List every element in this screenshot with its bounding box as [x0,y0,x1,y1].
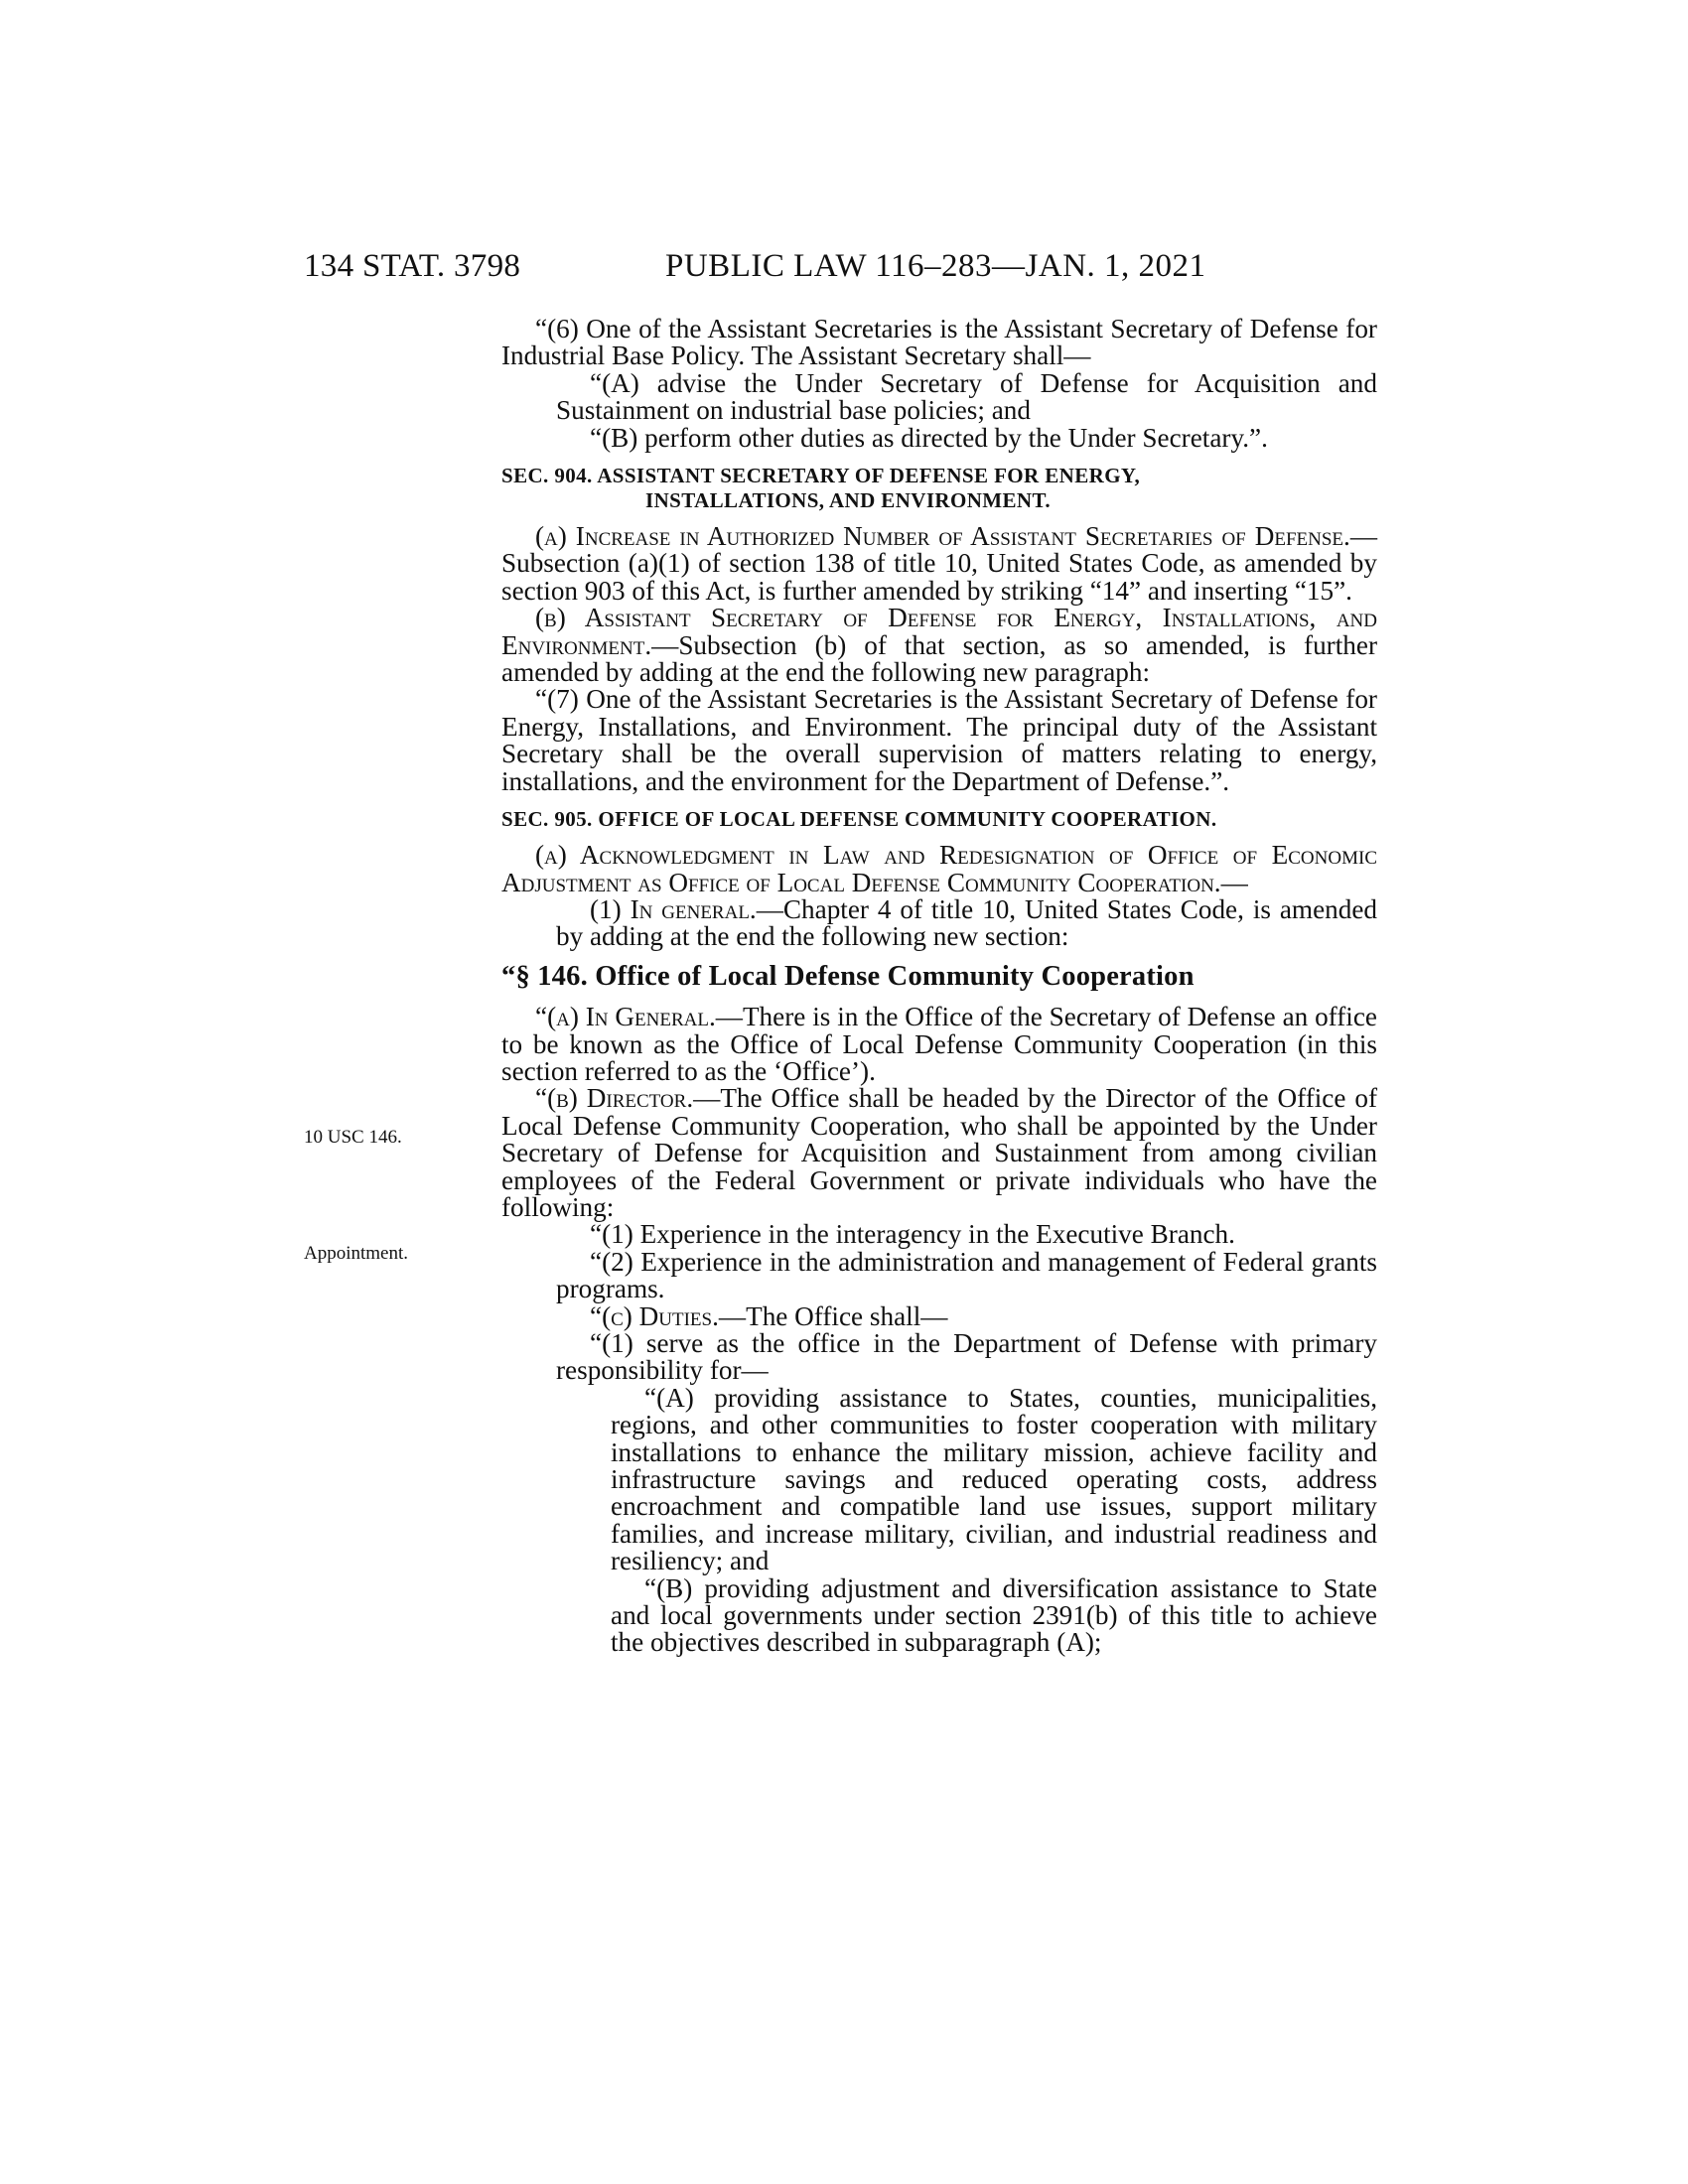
section-904-b [501,605,1377,686]
section-905-heading: SEC. 905. OFFICE OF LOCAL DEFENSE COMMUNITY COOPERATION. [501,807,1217,832]
subsection-c-1: “(1) serve as the office in the Department of Defense with primary responsibility for— [556,1328,1377,1386]
subsection-b-2: “(2) Experience in the administration and management of Federal grants programs. [556,1246,1377,1304]
subsection-b-text: —The Office shall be headed by the Director of the Office of Local Defense Community Cooperation, who shall be appointed by the Under Secretary of Defense for Acquisition and Sustainment from among civilian employees of the Federal Government or private individuals who have the following: [501,1083,1378,1222]
section-904-a [501,523,1377,605]
section-904-a-text: —Subsection (a)(1) of section 138 of title 10, United States Code, as amended by section 903 of this Act, is further amended by striking “14” and inserting “15”. [501,521,1377,606]
paragraph-6-A: “(A) advise the Under Secretary of Defense for Acquisition and Sustainment on industrial base policies; and [556,367,1377,426]
subsection-a [501,1004,1377,1085]
section-904-a-heading: (a) Increase in Authorized Number of Assistant Secretaries of Defense. [535,521,1350,552]
subsection-c-1-A: “(A) providing assistance to States, counties, municipalities, regions, and other communities to foster cooperation with military installations to enhance the military mission, achieve facility and infrastructure savings and reduced operating costs, address encroachment and compatible land use issues, support military families, and increase military, civilian, and industrial readiness and resiliency; and [611,1382,1377,1576]
subsection-b-heading: “(b) Director. [535,1083,694,1114]
margin-note-usc: 10 USC 146. [304,1127,402,1148]
section-905-a-heading: (a) Acknowledgment in Law and Redesignation of Office of Economic Adjustment as Office of Local Defense Community Cooperation.— [501,840,1377,897]
margin-note-appointment: Appointment. [304,1243,409,1264]
subsection-a-text: —There is in the Office of the Secretary of Defense an office to be known as the Office of Local Defense Community Cooperation (in this section referred to as the ‘Office’). [501,1002,1377,1086]
section-905-a [501,842,1377,896]
subsection-b-1: “(1) Experience in the interagency in the Executive Branch. [590,1219,1235,1250]
section-904-heading-line2: INSTALLATIONS, AND ENVIRONMENT. [645,488,1051,513]
subsection-c [556,1300,1377,1331]
paragraph-6-B: “(B) perform other duties as directed by the Under Secretary.”. [590,422,1268,453]
paragraph-6: “(6) One of the Assistant Secretaries is the Assistant Secretary of Defense for Industrial Base Policy. The Assistant Secretary shall— [501,314,1377,371]
subsection-c-text: —The Office shall— [718,1300,948,1331]
paragraph-7: “(7) One of the Assistant Secretaries is the Assistant Secretary of Defense for Energy, Installations, and Environment. The principal duty of the Assistant Secretary shall be the overall supervision of matters relating to energy, installations, and the environment for the Department of Defense.”. [501,684,1377,796]
section-904-heading [501,464,1377,513]
section-905-a-1-heading: (1) In general. [590,893,757,924]
section-904-b-heading: (b) Assistant Secretary of Defense for Energy, Installations, and Environment. [501,603,1377,660]
section-905-a-1 [556,893,1377,952]
subsection-a-heading: “(a) In General. [535,1002,716,1032]
page-body [501,316,1377,1657]
section-146-heading: “§ 146. Office of Local Defense Community Cooperation [501,960,1195,992]
section-904-b-text: —Subsection (b) of that section, as so amended, is further amended by adding at the end the following new paragraph: [501,629,1377,688]
stat-page-number: 134 STAT. 3798 [304,248,521,284]
section-904-heading-line1: SEC. 904. ASSISTANT SECRETARY OF DEFENSE FOR ENERGY, [501,464,1141,488]
subsection-c-heading: “(c) Duties. [590,1300,719,1331]
subsection-b [501,1085,1377,1221]
subsection-c-1-B: “(B) providing adjustment and diversification assistance to State and local governments under section 2391(b) of this title to achieve the objectives described in subparagraph (A); [611,1572,1377,1658]
running-header-title: PUBLIC LAW 116–283—JAN. 1, 2021 [665,248,1206,284]
section-905-a-1-text: —Chapter 4 of title 10, United States Code, is amended by adding at the end the following new section: [556,893,1377,952]
